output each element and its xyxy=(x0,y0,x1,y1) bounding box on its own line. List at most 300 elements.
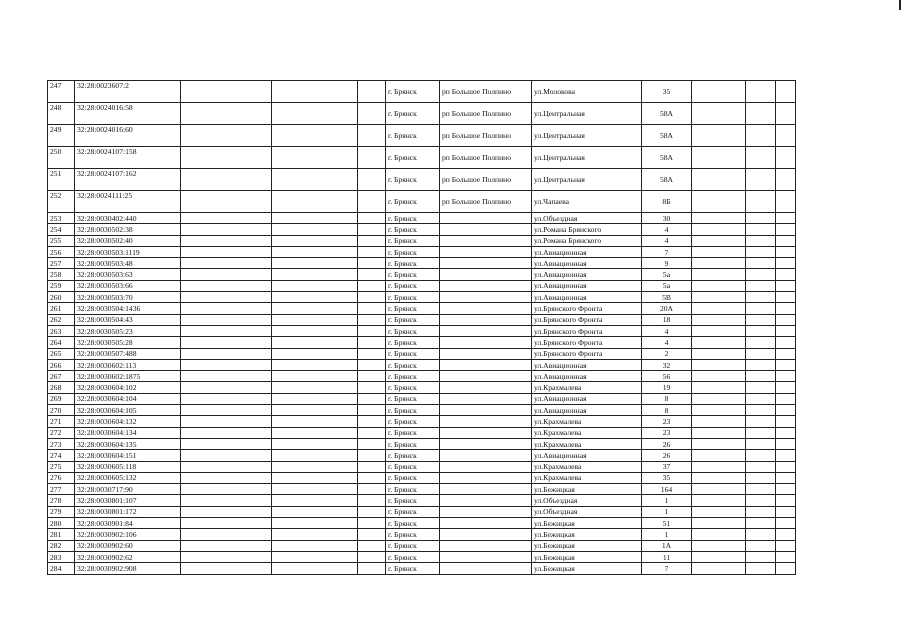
cadastral-number-cell: 32:28:0030503:1119 xyxy=(75,246,181,257)
empty-cell xyxy=(272,191,358,213)
empty-cell xyxy=(692,484,746,495)
cadastral-number-cell: 32:28:0030902:908 xyxy=(75,563,181,574)
street-cell: ул.Крахмалева xyxy=(532,472,642,483)
table-row xyxy=(48,348,796,359)
cadastral-number-cell: 32:28:0030504:43 xyxy=(75,314,181,325)
locality-cell xyxy=(440,450,532,461)
empty-cell xyxy=(181,529,272,540)
house-number-cell: 51 xyxy=(642,518,692,529)
empty-cell xyxy=(746,416,776,427)
row-number-cell: 266 xyxy=(48,359,75,370)
cadastral-number-cell: 32:28:0024016:60 xyxy=(75,125,181,147)
row-number-cell: 250 xyxy=(48,147,75,169)
city-cell: г. Брянск xyxy=(386,348,440,359)
table-row xyxy=(48,393,796,404)
cadastral-number-cell: 32:28:0030503:70 xyxy=(75,292,181,303)
empty-cell xyxy=(692,540,746,551)
locality-cell xyxy=(440,427,532,438)
empty-cell xyxy=(358,359,386,370)
empty-cell xyxy=(181,472,272,483)
table-row xyxy=(48,484,796,495)
house-number-cell: 58А xyxy=(642,103,692,125)
empty-cell xyxy=(272,258,358,269)
table-row xyxy=(48,325,796,336)
cadastral-number-cell: 32:28:0030602:113 xyxy=(75,359,181,370)
table-row xyxy=(48,258,796,269)
cadastral-number-cell: 32:28:0030604:132 xyxy=(75,416,181,427)
locality-cell xyxy=(440,348,532,359)
empty-cell xyxy=(776,337,796,348)
empty-cell xyxy=(746,450,776,461)
empty-cell xyxy=(746,518,776,529)
row-number-cell: 254 xyxy=(48,224,75,235)
city-cell: г. Брянск xyxy=(386,472,440,483)
locality-cell xyxy=(440,258,532,269)
locality-cell xyxy=(440,551,532,562)
empty-cell xyxy=(746,405,776,416)
empty-cell xyxy=(358,169,386,191)
locality-cell xyxy=(440,461,532,472)
empty-cell xyxy=(746,506,776,517)
empty-cell xyxy=(272,518,358,529)
street-cell: ул.Объездная xyxy=(532,213,642,224)
empty-cell xyxy=(358,314,386,325)
street-cell: ул.Бежицкая xyxy=(532,484,642,495)
row-number-cell: 277 xyxy=(48,484,75,495)
empty-cell xyxy=(358,125,386,147)
street-cell: ул.Авиационная xyxy=(532,405,642,416)
empty-cell xyxy=(746,484,776,495)
empty-cell xyxy=(692,246,746,257)
city-cell: г. Брянск xyxy=(386,427,440,438)
empty-cell xyxy=(776,125,796,147)
empty-cell xyxy=(692,438,746,449)
empty-cell xyxy=(776,280,796,291)
empty-cell xyxy=(692,405,746,416)
city-cell: г. Брянск xyxy=(386,169,440,191)
cadastral-number-cell: 32:28:0030503:66 xyxy=(75,280,181,291)
locality-cell xyxy=(440,246,532,257)
city-cell: г. Брянск xyxy=(386,314,440,325)
locality-cell xyxy=(440,224,532,235)
empty-cell xyxy=(272,125,358,147)
empty-cell xyxy=(181,147,272,169)
cadastral-number-cell: 32:28:0023607:2 xyxy=(75,81,181,103)
table-row xyxy=(48,147,796,169)
empty-cell xyxy=(776,359,796,370)
empty-cell xyxy=(358,213,386,224)
empty-cell xyxy=(692,472,746,483)
empty-cell xyxy=(358,325,386,336)
empty-cell xyxy=(776,540,796,551)
house-number-cell: 26 xyxy=(642,438,692,449)
street-cell: ул.Авиационная xyxy=(532,359,642,370)
empty-cell xyxy=(746,427,776,438)
empty-cell xyxy=(776,484,796,495)
city-cell: г. Брянск xyxy=(386,506,440,517)
empty-cell xyxy=(692,125,746,147)
locality-cell xyxy=(440,540,532,551)
locality-cell: рп Большое Полпино xyxy=(440,103,532,125)
empty-cell xyxy=(746,314,776,325)
empty-cell xyxy=(776,303,796,314)
empty-cell xyxy=(776,551,796,562)
empty-cell xyxy=(181,461,272,472)
empty-cell xyxy=(181,393,272,404)
empty-cell xyxy=(181,213,272,224)
empty-cell xyxy=(358,540,386,551)
house-number-cell: 11 xyxy=(642,551,692,562)
empty-cell xyxy=(358,484,386,495)
house-number-cell: 8 xyxy=(642,393,692,404)
cadastral-number-cell: 32:28:0030901:84 xyxy=(75,518,181,529)
cadastral-number-cell: 32:28:0030503:48 xyxy=(75,258,181,269)
row-number-cell: 259 xyxy=(48,280,75,291)
city-cell: г. Брянск xyxy=(386,359,440,370)
table-row xyxy=(48,292,796,303)
empty-cell xyxy=(776,495,796,506)
house-number-cell: 37 xyxy=(642,461,692,472)
empty-cell xyxy=(692,518,746,529)
city-cell: г. Брянск xyxy=(386,235,440,246)
street-cell: ул.Центральная xyxy=(532,125,642,147)
row-number-cell: 252 xyxy=(48,191,75,213)
house-number-cell: 4 xyxy=(642,235,692,246)
city-cell: г. Брянск xyxy=(386,484,440,495)
house-number-cell: 4 xyxy=(642,337,692,348)
city-cell: г. Брянск xyxy=(386,103,440,125)
locality-cell xyxy=(440,405,532,416)
cadastral-number-cell: 32:28:0030505:28 xyxy=(75,337,181,348)
cadastral-number-cell: 32:28:0030402:440 xyxy=(75,213,181,224)
empty-cell xyxy=(746,103,776,125)
cadastral-number-cell: 32:28:0030604:104 xyxy=(75,393,181,404)
row-number-cell: 251 xyxy=(48,169,75,191)
empty-cell xyxy=(358,438,386,449)
empty-cell xyxy=(746,325,776,336)
empty-cell xyxy=(181,484,272,495)
empty-cell xyxy=(181,280,272,291)
empty-cell xyxy=(746,303,776,314)
table-row xyxy=(48,427,796,438)
empty-cell xyxy=(692,280,746,291)
empty-cell xyxy=(746,359,776,370)
row-number-cell: 280 xyxy=(48,518,75,529)
empty-cell xyxy=(272,382,358,393)
locality-cell: рп Большое Полпино xyxy=(440,169,532,191)
cadastral-number-cell: 32:28:0030801:107 xyxy=(75,495,181,506)
city-cell: г. Брянск xyxy=(386,551,440,562)
registry-body xyxy=(48,81,796,575)
empty-cell xyxy=(272,529,358,540)
street-cell: ул.Брянского Фронта xyxy=(532,303,642,314)
empty-cell xyxy=(181,540,272,551)
row-number-cell: 267 xyxy=(48,371,75,382)
empty-cell xyxy=(272,325,358,336)
row-number-cell: 273 xyxy=(48,438,75,449)
empty-cell xyxy=(272,169,358,191)
empty-cell xyxy=(358,450,386,461)
house-number-cell: 32 xyxy=(642,359,692,370)
empty-cell xyxy=(181,438,272,449)
empty-cell xyxy=(776,81,796,103)
row-number-cell: 261 xyxy=(48,303,75,314)
empty-cell xyxy=(181,303,272,314)
empty-cell xyxy=(358,495,386,506)
registry-table xyxy=(47,80,796,575)
street-cell: ул.Крахмалева xyxy=(532,416,642,427)
house-number-cell: 23 xyxy=(642,427,692,438)
row-number-cell: 257 xyxy=(48,258,75,269)
empty-cell xyxy=(692,269,746,280)
city-cell: г. Брянск xyxy=(386,213,440,224)
house-number-cell: 19 xyxy=(642,382,692,393)
empty-cell xyxy=(181,427,272,438)
table-row xyxy=(48,213,796,224)
empty-cell xyxy=(692,213,746,224)
table-row xyxy=(48,125,796,147)
cadastral-number-cell: 32:28:0030604:134 xyxy=(75,427,181,438)
city-cell: г. Брянск xyxy=(386,191,440,213)
empty-cell xyxy=(692,235,746,246)
empty-cell xyxy=(358,382,386,393)
row-number-cell: 265 xyxy=(48,348,75,359)
empty-cell xyxy=(692,371,746,382)
empty-cell xyxy=(776,371,796,382)
locality-cell xyxy=(440,235,532,246)
cadastral-number-cell: 32:28:0030902:106 xyxy=(75,529,181,540)
table-row xyxy=(48,269,796,280)
house-number-cell: 8Б xyxy=(642,191,692,213)
locality-cell xyxy=(440,563,532,574)
city-cell: г. Брянск xyxy=(386,125,440,147)
empty-cell xyxy=(776,518,796,529)
empty-cell xyxy=(358,191,386,213)
empty-cell xyxy=(746,125,776,147)
empty-cell xyxy=(181,382,272,393)
empty-cell xyxy=(746,371,776,382)
empty-cell xyxy=(692,224,746,235)
empty-cell xyxy=(746,191,776,213)
empty-cell xyxy=(272,314,358,325)
city-cell: г. Брянск xyxy=(386,495,440,506)
house-number-cell: 35 xyxy=(642,472,692,483)
table-row xyxy=(48,506,796,517)
empty-cell xyxy=(181,348,272,359)
empty-cell xyxy=(746,258,776,269)
empty-cell xyxy=(692,348,746,359)
locality-cell xyxy=(440,416,532,427)
empty-cell xyxy=(272,213,358,224)
cadastral-number-cell: 32:28:0030605:132 xyxy=(75,472,181,483)
empty-cell xyxy=(272,246,358,257)
empty-cell xyxy=(181,125,272,147)
locality-cell: рп Большое Полпино xyxy=(440,147,532,169)
street-cell: ул.Бежицкая xyxy=(532,551,642,562)
cadastral-number-cell: 32:28:0030504:1436 xyxy=(75,303,181,314)
row-number-cell: 278 xyxy=(48,495,75,506)
table-row xyxy=(48,371,796,382)
cadastral-number-cell: 32:28:0030502:40 xyxy=(75,235,181,246)
empty-cell xyxy=(776,393,796,404)
city-cell: г. Брянск xyxy=(386,382,440,393)
table-row xyxy=(48,235,796,246)
street-cell: ул.Бежицкая xyxy=(532,529,642,540)
empty-cell xyxy=(776,314,796,325)
empty-cell xyxy=(692,81,746,103)
house-number-cell: 5а xyxy=(642,280,692,291)
empty-cell xyxy=(776,461,796,472)
row-number-cell: 272 xyxy=(48,427,75,438)
house-number-cell: 23 xyxy=(642,416,692,427)
row-number-cell: 258 xyxy=(48,269,75,280)
city-cell: г. Брянск xyxy=(386,450,440,461)
locality-cell xyxy=(440,438,532,449)
empty-cell xyxy=(358,81,386,103)
street-cell: ул.Центральная xyxy=(532,147,642,169)
empty-cell xyxy=(272,461,358,472)
locality-cell xyxy=(440,292,532,303)
city-cell: г. Брянск xyxy=(386,224,440,235)
locality-cell xyxy=(440,337,532,348)
cadastral-number-cell: 32:28:0030505:23 xyxy=(75,325,181,336)
city-cell: г. Брянск xyxy=(386,303,440,314)
row-number-cell: 284 xyxy=(48,563,75,574)
locality-cell xyxy=(440,314,532,325)
city-cell: г. Брянск xyxy=(386,292,440,303)
table-row xyxy=(48,518,796,529)
city-cell: г. Брянск xyxy=(386,416,440,427)
table-row xyxy=(48,169,796,191)
street-cell: ул.Авиационная xyxy=(532,450,642,461)
empty-cell xyxy=(776,258,796,269)
row-number-cell: 264 xyxy=(48,337,75,348)
city-cell: г. Брянск xyxy=(386,269,440,280)
row-number-cell: 274 xyxy=(48,450,75,461)
empty-cell xyxy=(746,382,776,393)
empty-cell xyxy=(746,337,776,348)
empty-cell xyxy=(181,292,272,303)
city-cell: г. Брянск xyxy=(386,81,440,103)
empty-cell xyxy=(692,191,746,213)
empty-cell xyxy=(692,563,746,574)
locality-cell xyxy=(440,280,532,291)
cadastral-number-cell: 32:28:0024107:162 xyxy=(75,169,181,191)
cadastral-number-cell: 32:28:0024111:25 xyxy=(75,191,181,213)
empty-cell xyxy=(692,147,746,169)
street-cell: ул.Авиационная xyxy=(532,258,642,269)
street-cell: ул.Бежицкая xyxy=(532,563,642,574)
cadastral-number-cell: 32:28:0030604:102 xyxy=(75,382,181,393)
empty-cell xyxy=(692,325,746,336)
row-number-cell: 248 xyxy=(48,103,75,125)
table-row xyxy=(48,81,796,103)
empty-cell xyxy=(181,563,272,574)
empty-cell xyxy=(181,518,272,529)
empty-cell xyxy=(358,280,386,291)
empty-cell xyxy=(181,103,272,125)
empty-cell xyxy=(776,529,796,540)
row-number-cell: 275 xyxy=(48,461,75,472)
empty-cell xyxy=(181,337,272,348)
row-number-cell: 249 xyxy=(48,125,75,147)
city-cell: г. Брянск xyxy=(386,325,440,336)
street-cell: ул.Брянского Фронта xyxy=(532,314,642,325)
city-cell: г. Брянск xyxy=(386,280,440,291)
empty-cell xyxy=(181,169,272,191)
locality-cell xyxy=(440,495,532,506)
city-cell: г. Брянск xyxy=(386,147,440,169)
house-number-cell: 18 xyxy=(642,314,692,325)
empty-cell xyxy=(692,169,746,191)
empty-cell xyxy=(746,81,776,103)
empty-cell xyxy=(272,438,358,449)
empty-cell xyxy=(358,405,386,416)
empty-cell xyxy=(181,405,272,416)
street-cell: ул.Авиационная xyxy=(532,246,642,257)
locality-cell: рп Большое Полпино xyxy=(440,125,532,147)
empty-cell xyxy=(776,416,796,427)
empty-cell xyxy=(746,393,776,404)
row-number-cell: 282 xyxy=(48,540,75,551)
empty-cell xyxy=(272,506,358,517)
empty-cell xyxy=(358,563,386,574)
empty-cell xyxy=(272,405,358,416)
empty-cell xyxy=(181,246,272,257)
row-number-cell: 263 xyxy=(48,325,75,336)
empty-cell xyxy=(692,551,746,562)
empty-cell xyxy=(776,438,796,449)
house-number-cell: 26 xyxy=(642,450,692,461)
empty-cell xyxy=(272,551,358,562)
house-number-cell: 58А xyxy=(642,147,692,169)
empty-cell xyxy=(181,325,272,336)
table-row xyxy=(48,246,796,257)
empty-cell xyxy=(776,292,796,303)
empty-cell xyxy=(746,438,776,449)
scan-edge-mark xyxy=(899,0,901,10)
house-number-cell: 30 xyxy=(642,213,692,224)
house-number-cell: 164 xyxy=(642,484,692,495)
empty-cell xyxy=(272,280,358,291)
table-row xyxy=(48,551,796,562)
empty-cell xyxy=(692,258,746,269)
empty-cell xyxy=(358,292,386,303)
table-row xyxy=(48,495,796,506)
empty-cell xyxy=(181,551,272,562)
house-number-cell: 7 xyxy=(642,563,692,574)
table-row xyxy=(48,191,796,213)
empty-cell xyxy=(181,81,272,103)
cadastral-number-cell: 32:28:0030502:38 xyxy=(75,224,181,235)
empty-cell xyxy=(181,416,272,427)
table-row xyxy=(48,472,796,483)
empty-cell xyxy=(181,224,272,235)
locality-cell xyxy=(440,484,532,495)
cadastral-number-cell: 32:28:0030507:488 xyxy=(75,348,181,359)
table-row xyxy=(48,461,796,472)
empty-cell xyxy=(181,269,272,280)
cadastral-number-cell: 32:28:0030902:62 xyxy=(75,551,181,562)
city-cell: г. Брянск xyxy=(386,540,440,551)
empty-cell xyxy=(746,495,776,506)
city-cell: г. Брянск xyxy=(386,405,440,416)
empty-cell xyxy=(746,169,776,191)
house-number-cell: 1 xyxy=(642,529,692,540)
empty-cell xyxy=(746,224,776,235)
empty-cell xyxy=(272,472,358,483)
city-cell: г. Брянск xyxy=(386,337,440,348)
